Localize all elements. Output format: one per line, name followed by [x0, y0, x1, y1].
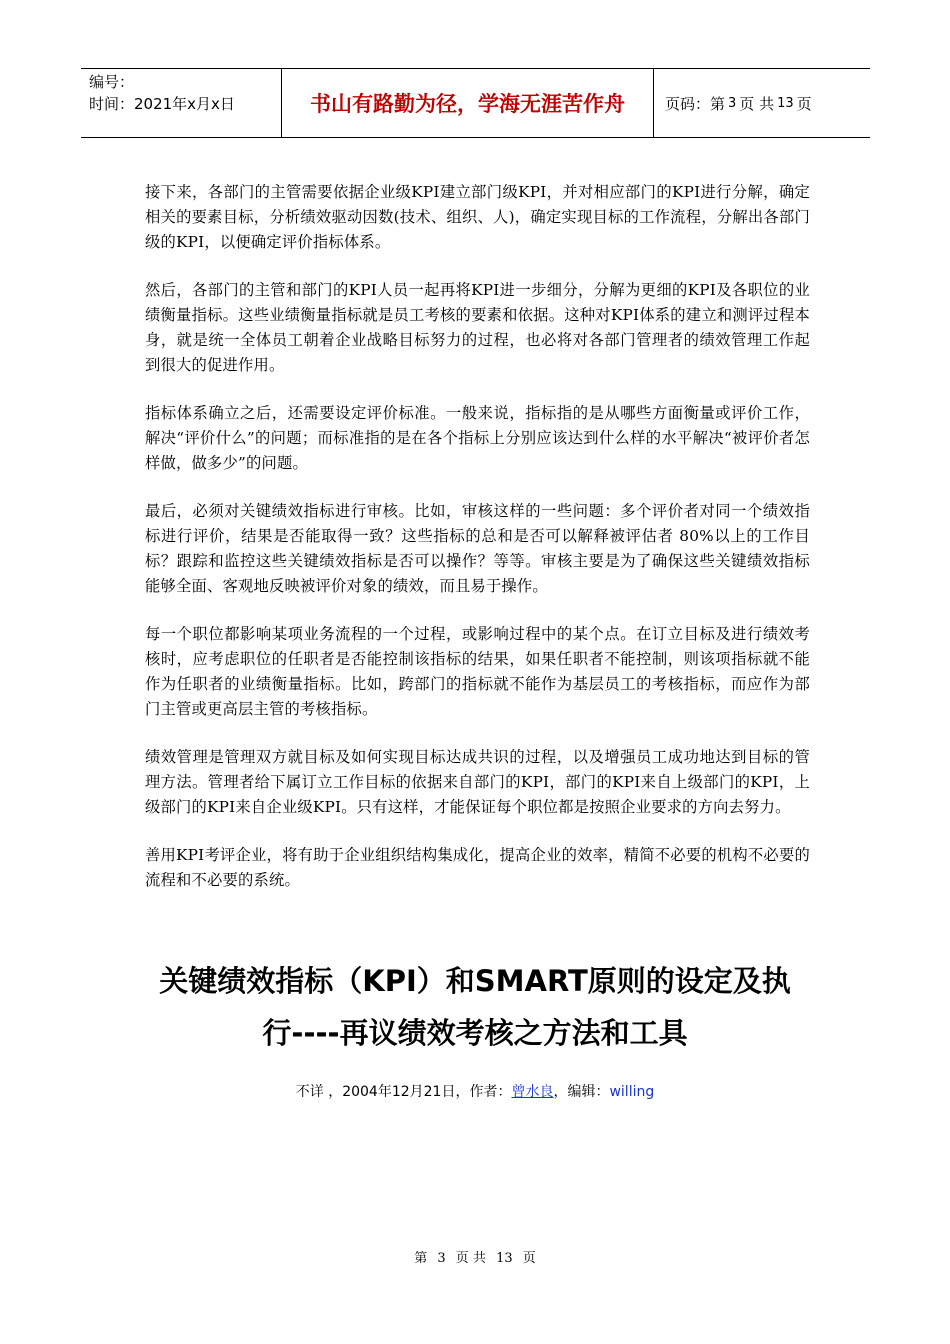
paragraph-3: 指标体系确立之后，还需要设定评价标准。一般来说，指标指的是从哪些方面衡量或评价工作，解决“评价什么”的问题；而标准指的是在各个指标上分别应该达到什么样的水平解决“被评价者怎样做，做多少”的问题。 — [145, 404, 810, 472]
author-link[interactable]: 曾水良 — [511, 1084, 554, 1100]
body-text — [145, 180, 810, 916]
footer-prefix: 第 — [414, 1251, 428, 1266]
byline — [110, 1081, 840, 1101]
page-current: 3 — [728, 95, 737, 111]
code-label: 编号： — [89, 73, 135, 91]
article-title-line-1: 关键绩效指标（KPI）和SMART原则的设定及执 — [159, 964, 791, 998]
footer-total: 13 — [496, 1251, 513, 1266]
article-title — [110, 955, 840, 1059]
byline-prefix: 不详 ，2004年12月21日，作者： — [295, 1084, 512, 1100]
footer-current: 3 — [437, 1251, 446, 1266]
page-footer — [0, 1247, 950, 1266]
paragraph-1: 接下来，各部门的主管需要依据企业级KPI建立部门级KPI，并对相应部门的KPI进行分解，确定相关的要素目标，分析绩效驱动因数(技术、组织、人)，确定实现目标的工作流程，分解出各部门级的KPI，以便确定评价指标体系。 — [145, 183, 810, 251]
page-header — [81, 68, 870, 138]
paragraph-2: 然后，各部门的主管和部门的KPI人员一起再将KPI进一步细分，分解为更细的KPI及各职位的业绩衡量指标。这些业绩衡量指标就是员工考核的要素和依据。这种对KPI体系的建立和测评过程本身，就是统一全体员工朝着企业战略目标努力的过程，也必将对各部门管理者的绩效管理工作起到很大的促进作用。 — [145, 281, 810, 374]
page-suffix: 页 — [796, 94, 812, 113]
article-title-line-2: 行----再议绩效考核之方法和工具 — [262, 1016, 688, 1050]
editor-name: willing — [609, 1084, 655, 1100]
page-prefix: 页码：第 — [665, 94, 726, 113]
byline-mid: ，编辑： — [553, 1084, 610, 1100]
header-page-number — [653, 69, 870, 137]
date-label: 时间：2021年x月x日 — [89, 95, 235, 113]
paragraph-7: 善用KPI考评企业，将有助于企业组织结构集成化，提高企业的效率，精简不必要的机构不必要的流程和不必要的系统。 — [145, 846, 810, 889]
footer-suffix: 页 — [522, 1251, 536, 1266]
page-mid: 页 共 — [739, 94, 775, 113]
page-total: 13 — [777, 95, 794, 111]
header-meta — [81, 69, 282, 137]
footer-mid: 页 共 — [455, 1251, 486, 1266]
paragraph-5: 每一个职位都影响某项业务流程的一个过程，或影响过程中的某个点。在订立目标及进行绩效考核时，应考虑职位的任职者是否能控制该指标的结果，如果任职者不能控制，则该项指标就不能作为任职者的业绩衡量指标。比如，跨部门的指标就不能作为基层员工的考核指标，而应作为部门主管或更高层主管的考核指标。 — [145, 625, 810, 718]
header-motto: 书山有路勤为径，学海无涯苦作舟 — [282, 69, 654, 137]
paragraph-4: 最后，必须对关键绩效指标进行审核。比如，审核这样的一些问题：多个评价者对同一个绩效指标进行评价，结果是否能取得一致？这些指标的总和是否可以解释被评估者 80%以上的工作目标？跟踪和监控这些关键绩效指标是否可以操作？等等。审核主要是为了确保这些关键绩效指标能够全面、客观地反映被评价对象的绩效，而且易于操作。 — [145, 502, 810, 595]
paragraph-6: 绩效管理是管理双方就目标及如何实现目标达成共识的过程，以及增强员工成功地达到目标的管理方法。管理者给下属订立工作目标的依据来自部门的KPI，部门的KPI来自上级部门的KPI，上级部门的KPI来自企业级KPI。只有这样，才能保证每个职位都是按照企业要求的方向去努力。 — [145, 748, 810, 816]
